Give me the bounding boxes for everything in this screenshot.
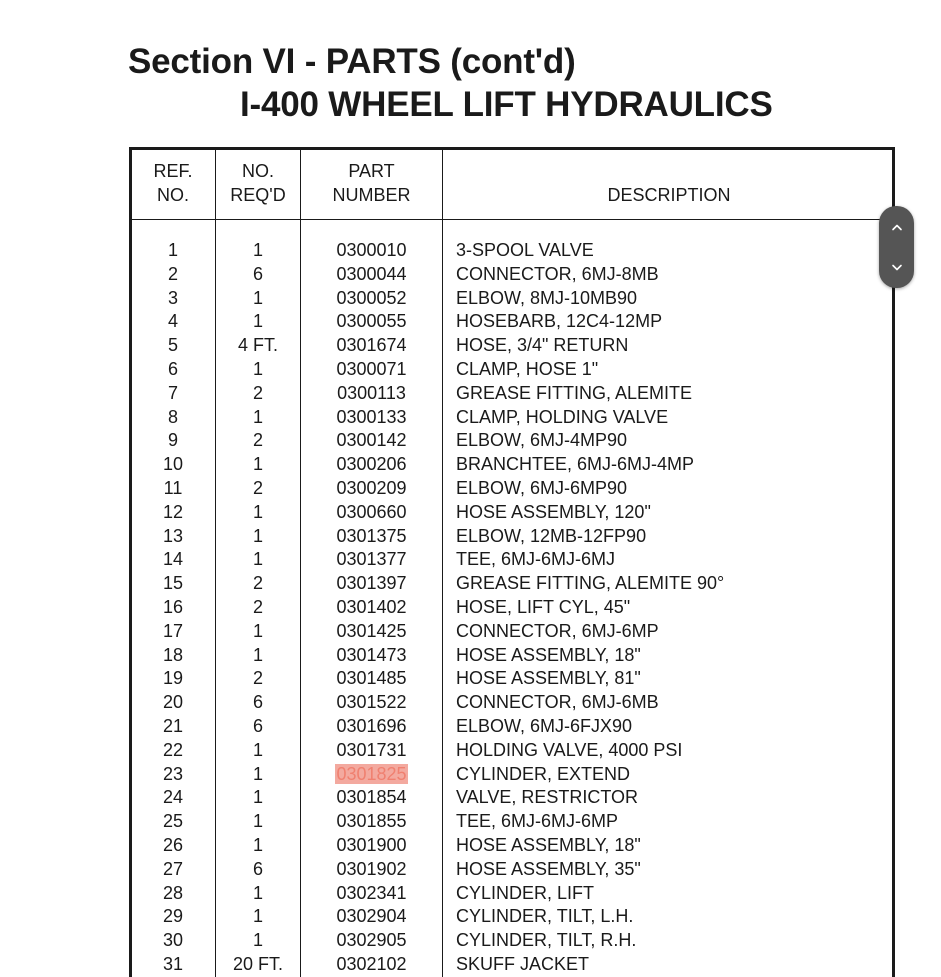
qty-cell-text: 1 <box>252 739 263 760</box>
table-row <box>132 525 892 549</box>
ref-no-cell-text: 31 <box>162 953 184 974</box>
description-cell-text: CYLINDER, EXTEND <box>456 763 631 784</box>
description-cell <box>456 310 662 334</box>
table-row <box>132 334 892 358</box>
description-cell <box>456 358 598 382</box>
qty-cell <box>216 810 300 834</box>
ref-no-cell-text: 17 <box>162 620 184 641</box>
ref-no-cell <box>132 691 214 715</box>
parts-list <box>132 239 892 977</box>
qty-cell <box>216 382 300 406</box>
ref-no-cell <box>132 882 214 906</box>
table-row <box>132 406 892 430</box>
ref-no-cell-text: 3 <box>167 287 178 308</box>
part-number-cell-text: 0300113 <box>337 382 406 403</box>
part-number-cell <box>302 429 441 453</box>
page-title: I-400 WHEEL LIFT HYDRAULICS <box>240 85 773 124</box>
qty-cell <box>216 287 300 311</box>
part-number-cell-text: 0302102 <box>336 953 407 974</box>
table-row <box>132 382 892 406</box>
part-number-cell-text: 0301731 <box>336 739 407 760</box>
ref-no-cell-text: 18 <box>162 644 184 665</box>
description-cell-text: CLAMP, HOLDING VALVE <box>456 406 669 427</box>
header-divider <box>132 219 892 220</box>
ref-no-cell <box>132 334 214 358</box>
qty-cell <box>216 763 300 787</box>
description-cell-text: ELBOW, 6MJ-6MP90 <box>456 477 628 498</box>
qty-cell <box>216 239 300 263</box>
table-row <box>132 810 892 834</box>
ref-no-cell <box>132 287 214 311</box>
description-cell-text: CYLINDER, TILT, L.H. <box>456 906 634 927</box>
part-number-cell-text: 0302904 <box>336 906 407 927</box>
description-cell-text: HOSEBARB, 12C4-12MP <box>456 311 663 332</box>
qty-cell <box>216 358 300 382</box>
part-number-cell-text: 0300142 <box>336 430 407 451</box>
description-cell-text: 3-SPOOL VALVE <box>456 240 594 260</box>
part-number-cell-text: 0301900 <box>336 834 407 855</box>
description-cell-text: CYLINDER, LIFT <box>456 882 595 903</box>
description-cell <box>456 501 651 525</box>
ref-no-cell <box>132 406 214 430</box>
ref-no-cell-text: 2 <box>167 263 178 284</box>
ref-no-cell-text: 29 <box>162 906 184 927</box>
part-number-cell <box>302 786 441 810</box>
qty-cell-text: 1 <box>252 406 263 427</box>
description-cell-text: SKUFF JACKET <box>456 953 590 974</box>
scroll-controls <box>879 206 914 288</box>
description-cell-text: HOSE ASSEMBLY, 120" <box>456 501 651 522</box>
description-cell <box>456 763 630 787</box>
part-number-cell <box>302 644 441 668</box>
scroll-down-button[interactable] <box>879 247 914 288</box>
qty-cell <box>216 858 300 882</box>
description-cell <box>456 691 659 715</box>
scroll-up-button[interactable] <box>879 206 914 247</box>
part-number-cell-text: 0300052 <box>336 287 407 308</box>
part-number-cell <box>302 334 441 358</box>
qty-cell <box>216 453 300 477</box>
description-cell <box>456 715 632 739</box>
description-cell-text: HOSE ASSEMBLY, 81" <box>456 668 641 689</box>
ref-no-cell-text: 22 <box>162 739 184 760</box>
description-cell <box>456 953 589 977</box>
qty-cell-text: 20 FT. <box>232 953 284 974</box>
description-cell-text: HOSE, LIFT CYL, 45" <box>456 596 631 617</box>
part-number-cell <box>302 763 441 787</box>
qty-cell-text: 1 <box>252 620 263 641</box>
description-cell <box>456 882 594 906</box>
part-number-cell <box>302 358 441 382</box>
description-cell <box>456 406 668 430</box>
part-number-cell <box>302 548 441 572</box>
table-row <box>132 453 892 477</box>
description-cell <box>456 905 633 929</box>
qty-cell-text: 1 <box>252 525 263 546</box>
part-number-cell-text: 0301522 <box>336 692 407 713</box>
table-row <box>132 882 892 906</box>
description-cell-text: HOSE ASSEMBLY, 18" <box>456 644 641 665</box>
qty-cell <box>216 644 300 668</box>
description-cell <box>456 644 641 668</box>
table-row <box>132 667 892 691</box>
qty-cell-text: 1 <box>252 763 263 784</box>
header-part-number: PART NUMBER <box>332 161 411 205</box>
ref-no-cell-text: 12 <box>162 501 184 522</box>
table-row <box>132 572 892 596</box>
part-number-cell <box>302 239 441 263</box>
description-cell <box>456 929 636 953</box>
qty-cell <box>216 715 300 739</box>
qty-cell-text: 1 <box>252 644 263 665</box>
table-row <box>132 501 892 525</box>
ref-no-cell-text: 30 <box>162 930 184 951</box>
header-no-reqd: NO. REQ'D <box>230 161 286 205</box>
ref-no-cell <box>132 715 214 739</box>
ref-no-cell-text: 8 <box>167 406 178 427</box>
part-number-cell <box>302 691 441 715</box>
table-row <box>132 263 892 287</box>
description-cell <box>456 620 659 644</box>
table-row <box>132 429 892 453</box>
qty-cell-text: 1 <box>252 834 263 855</box>
part-number-cell <box>302 953 441 977</box>
ref-no-cell-text: 23 <box>162 763 184 784</box>
part-number-cell-text: 0301397 <box>336 573 407 594</box>
description-cell <box>456 334 628 358</box>
qty-cell-text: 6 <box>252 692 263 713</box>
ref-no-cell <box>132 429 214 453</box>
description-cell <box>456 382 692 406</box>
part-number-cell-text: 0301854 <box>336 787 407 808</box>
description-cell-text: BRANCHTEE, 6MJ-6MJ-4MP <box>456 454 695 475</box>
description-cell <box>456 667 641 691</box>
table-row <box>132 548 892 572</box>
qty-cell-text: 2 <box>252 573 263 594</box>
table-row <box>132 929 892 953</box>
ref-no-cell <box>132 572 214 596</box>
section-title: Section VI - PARTS (cont'd) <box>128 42 576 81</box>
ref-no-cell <box>132 310 214 334</box>
part-number-cell-text: 0300055 <box>336 311 407 332</box>
table-row <box>132 763 892 787</box>
description-cell-text: CONNECTOR, 6MJ-6MB <box>456 692 659 713</box>
part-number-cell-text: 0300660 <box>336 501 407 522</box>
qty-cell-text: 2 <box>252 430 263 451</box>
description-cell-text: CONNECTOR, 6MJ-8MB <box>456 263 659 284</box>
description-cell-text: TEE, 6MJ-6MJ-6MJ <box>456 549 616 570</box>
header-ref-no: REF. NO. <box>153 161 193 205</box>
ref-no-cell-text: 14 <box>162 549 184 570</box>
part-number-cell-text: 0301855 <box>336 811 407 832</box>
ref-no-cell-text: 11 <box>163 477 183 498</box>
qty-cell <box>216 501 300 525</box>
ref-no-cell-text: 9 <box>167 430 178 451</box>
description-cell <box>456 477 627 501</box>
part-number-cell-text: 0301375 <box>336 525 407 546</box>
table-row <box>132 691 892 715</box>
part-number-cell-text: 0301696 <box>336 715 407 736</box>
ref-no-cell <box>132 834 214 858</box>
ref-no-cell-text: 15 <box>162 573 184 594</box>
header-description: DESCRIPTION <box>607 185 731 205</box>
ref-no-cell <box>132 739 214 763</box>
ref-no-cell-text: 16 <box>162 596 184 617</box>
description-cell <box>456 786 638 810</box>
description-cell <box>456 572 724 596</box>
ref-no-cell-text: 19 <box>162 668 184 689</box>
ref-no-cell <box>132 905 214 929</box>
table-row <box>132 715 892 739</box>
ref-no-cell-text: 13 <box>162 525 184 546</box>
description-cell <box>456 525 646 549</box>
ref-no-cell <box>132 548 214 572</box>
qty-cell <box>216 310 300 334</box>
ref-no-cell <box>132 620 214 644</box>
ref-no-cell-text: 21 <box>162 715 184 736</box>
description-cell-text: CLAMP, HOSE 1" <box>456 358 599 379</box>
table-row <box>132 739 892 763</box>
highlighted-part-number: 0301825 <box>336 763 407 784</box>
part-number-cell-text: 0301485 <box>336 668 407 689</box>
description-cell-text: ELBOW, 6MJ-4MP90 <box>456 430 628 451</box>
ref-no-cell <box>132 382 214 406</box>
part-number-cell <box>302 620 441 644</box>
qty-cell-text: 2 <box>252 477 263 498</box>
qty-cell <box>216 620 300 644</box>
ref-no-cell <box>132 263 214 287</box>
qty-cell <box>216 929 300 953</box>
ref-no-cell <box>132 953 214 977</box>
part-number-cell <box>302 406 441 430</box>
description-cell-text: HOSE ASSEMBLY, 18" <box>456 834 641 855</box>
ref-no-cell <box>132 477 214 501</box>
part-number-cell-text: 0301402 <box>336 596 407 617</box>
part-number-cell-text: 0300071 <box>336 358 407 379</box>
part-number-cell <box>302 501 441 525</box>
part-number-cell <box>302 572 441 596</box>
part-number-cell-text: 0301473 <box>336 644 407 665</box>
part-number-cell-text: 0301902 <box>336 858 407 879</box>
description-cell-text: CYLINDER, TILT, R.H. <box>456 930 637 951</box>
ref-no-cell <box>132 763 214 787</box>
qty-cell-text: 1 <box>252 311 263 332</box>
ref-no-cell-text: 26 <box>162 834 184 855</box>
table-row <box>132 953 892 977</box>
qty-cell <box>216 667 300 691</box>
table-row <box>132 858 892 882</box>
ref-no-cell-text: 24 <box>162 787 184 808</box>
table-row <box>132 477 892 501</box>
description-cell-text: CONNECTOR, 6MJ-6MP <box>456 620 659 641</box>
ref-no-cell <box>132 501 214 525</box>
description-cell-text: VALVE, RESTRICTOR <box>456 787 639 808</box>
qty-cell-text: 1 <box>252 454 263 475</box>
part-number-cell-text: 0302341 <box>336 882 407 903</box>
description-cell-text: ELBOW, 8MJ-10MB90 <box>456 287 638 308</box>
chevron-up-icon <box>891 223 903 231</box>
qty-cell-text: 2 <box>252 596 263 617</box>
table-row <box>132 596 892 620</box>
qty-cell-text: 6 <box>252 858 263 879</box>
table-row <box>132 620 892 644</box>
qty-cell-text: 6 <box>252 715 263 736</box>
description-cell <box>456 287 637 311</box>
description-cell-text: TEE, 6MJ-6MJ-6MP <box>456 811 619 832</box>
qty-cell <box>216 739 300 763</box>
part-number-cell <box>302 905 441 929</box>
description-cell-text: HOSE, 3/4" RETURN <box>456 335 629 356</box>
ref-no-cell-text: 28 <box>162 882 184 903</box>
qty-cell-text: 1 <box>252 501 263 522</box>
table-row <box>132 310 892 334</box>
ref-no-cell-text: 20 <box>162 692 184 713</box>
ref-no-cell <box>132 929 214 953</box>
part-number-cell <box>302 929 441 953</box>
parts-table <box>129 147 895 977</box>
part-number-cell <box>302 882 441 906</box>
ref-no-cell-text: 6 <box>167 358 178 379</box>
description-cell-text: HOSE ASSEMBLY, 35" <box>456 858 641 879</box>
qty-cell <box>216 786 300 810</box>
description-cell-text: ELBOW, 6MJ-6FJX90 <box>456 715 633 736</box>
description-cell-text: GREASE FITTING, ALEMITE <box>456 382 693 403</box>
part-number-cell-text: 0301377 <box>336 549 407 570</box>
part-number-cell <box>302 382 441 406</box>
qty-cell-text: 1 <box>252 811 263 832</box>
part-number-cell-text: 0300209 <box>336 477 407 498</box>
qty-cell <box>216 525 300 549</box>
table-row <box>132 905 892 929</box>
ref-no-cell-text: 4 <box>167 311 178 332</box>
description-cell <box>456 810 618 834</box>
description-cell <box>456 263 659 287</box>
ref-no-cell-text: 5 <box>167 335 178 356</box>
qty-cell-text: 6 <box>252 263 263 284</box>
description-cell <box>456 596 630 620</box>
table-row <box>132 287 892 311</box>
part-number-cell-text: 0300133 <box>336 406 407 427</box>
qty-cell <box>216 691 300 715</box>
description-cell-text: GREASE FITTING, ALEMITE 90° <box>456 573 725 594</box>
ref-no-cell <box>132 525 214 549</box>
qty-cell-text: 1 <box>252 240 263 260</box>
table-row <box>132 834 892 858</box>
qty-cell <box>216 572 300 596</box>
description-cell <box>456 239 594 263</box>
qty-cell <box>216 334 300 358</box>
qty-cell-text: 1 <box>252 787 263 808</box>
qty-cell <box>216 477 300 501</box>
qty-cell-text: 1 <box>252 882 263 903</box>
part-number-cell-text: 0302905 <box>336 930 407 951</box>
ref-no-cell-text: 10 <box>162 454 184 475</box>
ref-no-cell-text: 27 <box>162 858 184 879</box>
part-number-cell <box>302 525 441 549</box>
ref-no-cell <box>132 239 214 263</box>
ref-no-cell <box>132 667 214 691</box>
part-number-cell-text: 0301425 <box>336 620 407 641</box>
qty-cell-text: 2 <box>252 668 263 689</box>
chevron-down-icon <box>891 264 903 272</box>
qty-cell-text: 1 <box>252 549 263 570</box>
ref-no-cell <box>132 596 214 620</box>
table-row <box>132 358 892 382</box>
ref-no-cell <box>132 810 214 834</box>
qty-cell-text: 1 <box>252 358 263 379</box>
description-cell <box>456 429 627 453</box>
part-number-cell <box>302 310 441 334</box>
description-cell <box>456 858 641 882</box>
qty-cell <box>216 548 300 572</box>
qty-cell-text: 1 <box>252 287 263 308</box>
description-cell-text: ELBOW, 12MB-12FP90 <box>456 525 647 546</box>
ref-no-cell <box>132 358 214 382</box>
part-number-cell <box>302 667 441 691</box>
qty-cell-text: 2 <box>252 382 263 403</box>
qty-cell <box>216 905 300 929</box>
qty-cell <box>216 834 300 858</box>
ref-no-cell-text: 25 <box>162 811 184 832</box>
qty-cell <box>216 263 300 287</box>
qty-cell-text: 4 FT. <box>237 335 278 356</box>
part-number-cell <box>302 477 441 501</box>
ref-no-cell-text: 7 <box>167 382 178 403</box>
part-number-cell-text: 0300010 <box>336 240 407 260</box>
qty-cell-text: 1 <box>252 930 263 951</box>
qty-cell <box>216 429 300 453</box>
qty-cell <box>216 953 300 977</box>
part-number-cell <box>302 596 441 620</box>
part-number-cell <box>302 715 441 739</box>
part-number-cell-text: 0300044 <box>336 263 407 284</box>
part-number-cell <box>302 858 441 882</box>
part-number-cell <box>302 453 441 477</box>
table-row <box>132 644 892 668</box>
part-number-cell <box>302 263 441 287</box>
table-row <box>132 786 892 810</box>
description-cell <box>456 548 615 572</box>
table-row <box>132 239 892 263</box>
ref-no-cell <box>132 786 214 810</box>
ref-no-cell <box>132 858 214 882</box>
qty-cell <box>216 406 300 430</box>
part-number-cell <box>302 834 441 858</box>
description-cell <box>456 834 641 858</box>
description-cell-text: HOLDING VALVE, 4000 PSI <box>456 739 683 760</box>
description-cell <box>456 739 682 763</box>
qty-cell <box>216 882 300 906</box>
part-number-cell-text: 0300206 <box>336 454 407 475</box>
part-number-cell <box>302 287 441 311</box>
qty-cell <box>216 596 300 620</box>
part-number-cell-text: 0301674 <box>336 335 407 356</box>
ref-no-cell <box>132 644 214 668</box>
qty-cell-text: 1 <box>252 906 263 927</box>
part-number-cell <box>302 739 441 763</box>
ref-no-cell <box>132 453 214 477</box>
ref-no-cell-text: 1 <box>167 240 178 260</box>
part-number-cell <box>302 810 441 834</box>
description-cell <box>456 453 694 477</box>
